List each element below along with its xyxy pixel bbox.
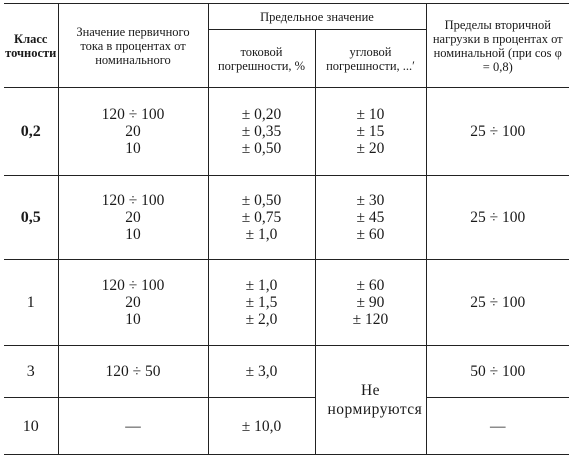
- primary-value: 10: [125, 140, 141, 157]
- primary-cell: 120 ÷ 50: [58, 346, 208, 398]
- class-cell: 3: [4, 346, 58, 398]
- current-error-value: ± 0,50: [241, 192, 282, 209]
- table-row: [4, 260, 569, 346]
- header-current-error: токовой погрешности, %: [208, 30, 315, 88]
- header-angle-error: угловой погрешности, ...′: [315, 30, 426, 88]
- table-row: [4, 346, 569, 398]
- primary-cell: [58, 176, 208, 260]
- primary-cell: —: [58, 398, 208, 455]
- angle-error-value: ± 45: [356, 209, 385, 226]
- angle-error-cell: [315, 260, 426, 346]
- primary-value: 20: [125, 294, 141, 311]
- angle-error-value: ± 90: [356, 294, 385, 311]
- primary-cell: [58, 260, 208, 346]
- angle-error-value: ± 10: [356, 106, 385, 123]
- class-cell: 0,2: [4, 88, 58, 176]
- current-error-value: ± 1,0: [245, 226, 278, 243]
- primary-value: 10: [125, 311, 141, 328]
- angle-error-value: ± 30: [356, 192, 385, 209]
- current-error-value: ± 1,5: [245, 294, 278, 311]
- secondary-load-cell: —: [426, 398, 569, 455]
- angle-error-cell: [315, 88, 426, 176]
- current-error-value: ± 0,35: [241, 123, 282, 140]
- current-error-cell: ± 10,0: [208, 398, 315, 455]
- table-row: [4, 398, 569, 455]
- primary-value: 120 ÷ 100: [101, 106, 165, 123]
- current-error-cell: [208, 260, 315, 346]
- current-error-cell: [208, 88, 315, 176]
- primary-value: 120 ÷ 100: [101, 192, 165, 209]
- angle-error-value: ± 60: [356, 277, 385, 294]
- secondary-load-cell: 50 ÷ 100: [426, 346, 569, 398]
- class-cell: 10: [4, 398, 58, 455]
- header-primary-current: Значение первичного тока в процентах от номинального: [58, 4, 208, 88]
- header-secondary-load: Пределы вторичной нагрузки в процентах от номинальной (при cos φ = 0,8): [426, 4, 569, 88]
- current-error-value: ± 0,50: [241, 140, 282, 157]
- current-error-value: ± 2,0: [245, 311, 278, 328]
- table-row: [4, 88, 569, 176]
- primary-cell: [58, 88, 208, 176]
- class-cell: 0,5: [4, 176, 58, 260]
- primary-value: 10: [125, 226, 141, 243]
- header-row-1: [4, 4, 569, 30]
- secondary-load-cell: 25 ÷ 100: [426, 88, 569, 176]
- current-error-value: ± 0,75: [241, 209, 282, 226]
- primary-value: 120 ÷ 100: [101, 277, 165, 294]
- angle-error-value: ± 20: [356, 140, 385, 157]
- not-normalized-text: Не нормируются: [327, 382, 423, 418]
- not-normalized-cell: [315, 346, 426, 455]
- header-limit-value: Предельное значение: [208, 4, 426, 30]
- primary-value: 20: [125, 209, 141, 226]
- secondary-load-cell: 25 ÷ 100: [426, 260, 569, 346]
- primary-value: 20: [125, 123, 141, 140]
- current-error-cell: ± 3,0: [208, 346, 315, 398]
- header-class: Класс точности: [4, 4, 58, 88]
- current-error-cell: [208, 176, 315, 260]
- current-error-value: ± 1,0: [245, 277, 278, 294]
- angle-error-value: ± 60: [356, 226, 385, 243]
- table-row: [4, 176, 569, 260]
- angle-error-value: ± 120: [352, 311, 389, 328]
- class-cell: 1: [4, 260, 58, 346]
- angle-error-cell: [315, 176, 426, 260]
- current-error-value: ± 0,20: [241, 106, 282, 123]
- accuracy-class-table: [4, 3, 569, 455]
- secondary-load-cell: 25 ÷ 100: [426, 176, 569, 260]
- angle-error-value: ± 15: [356, 123, 385, 140]
